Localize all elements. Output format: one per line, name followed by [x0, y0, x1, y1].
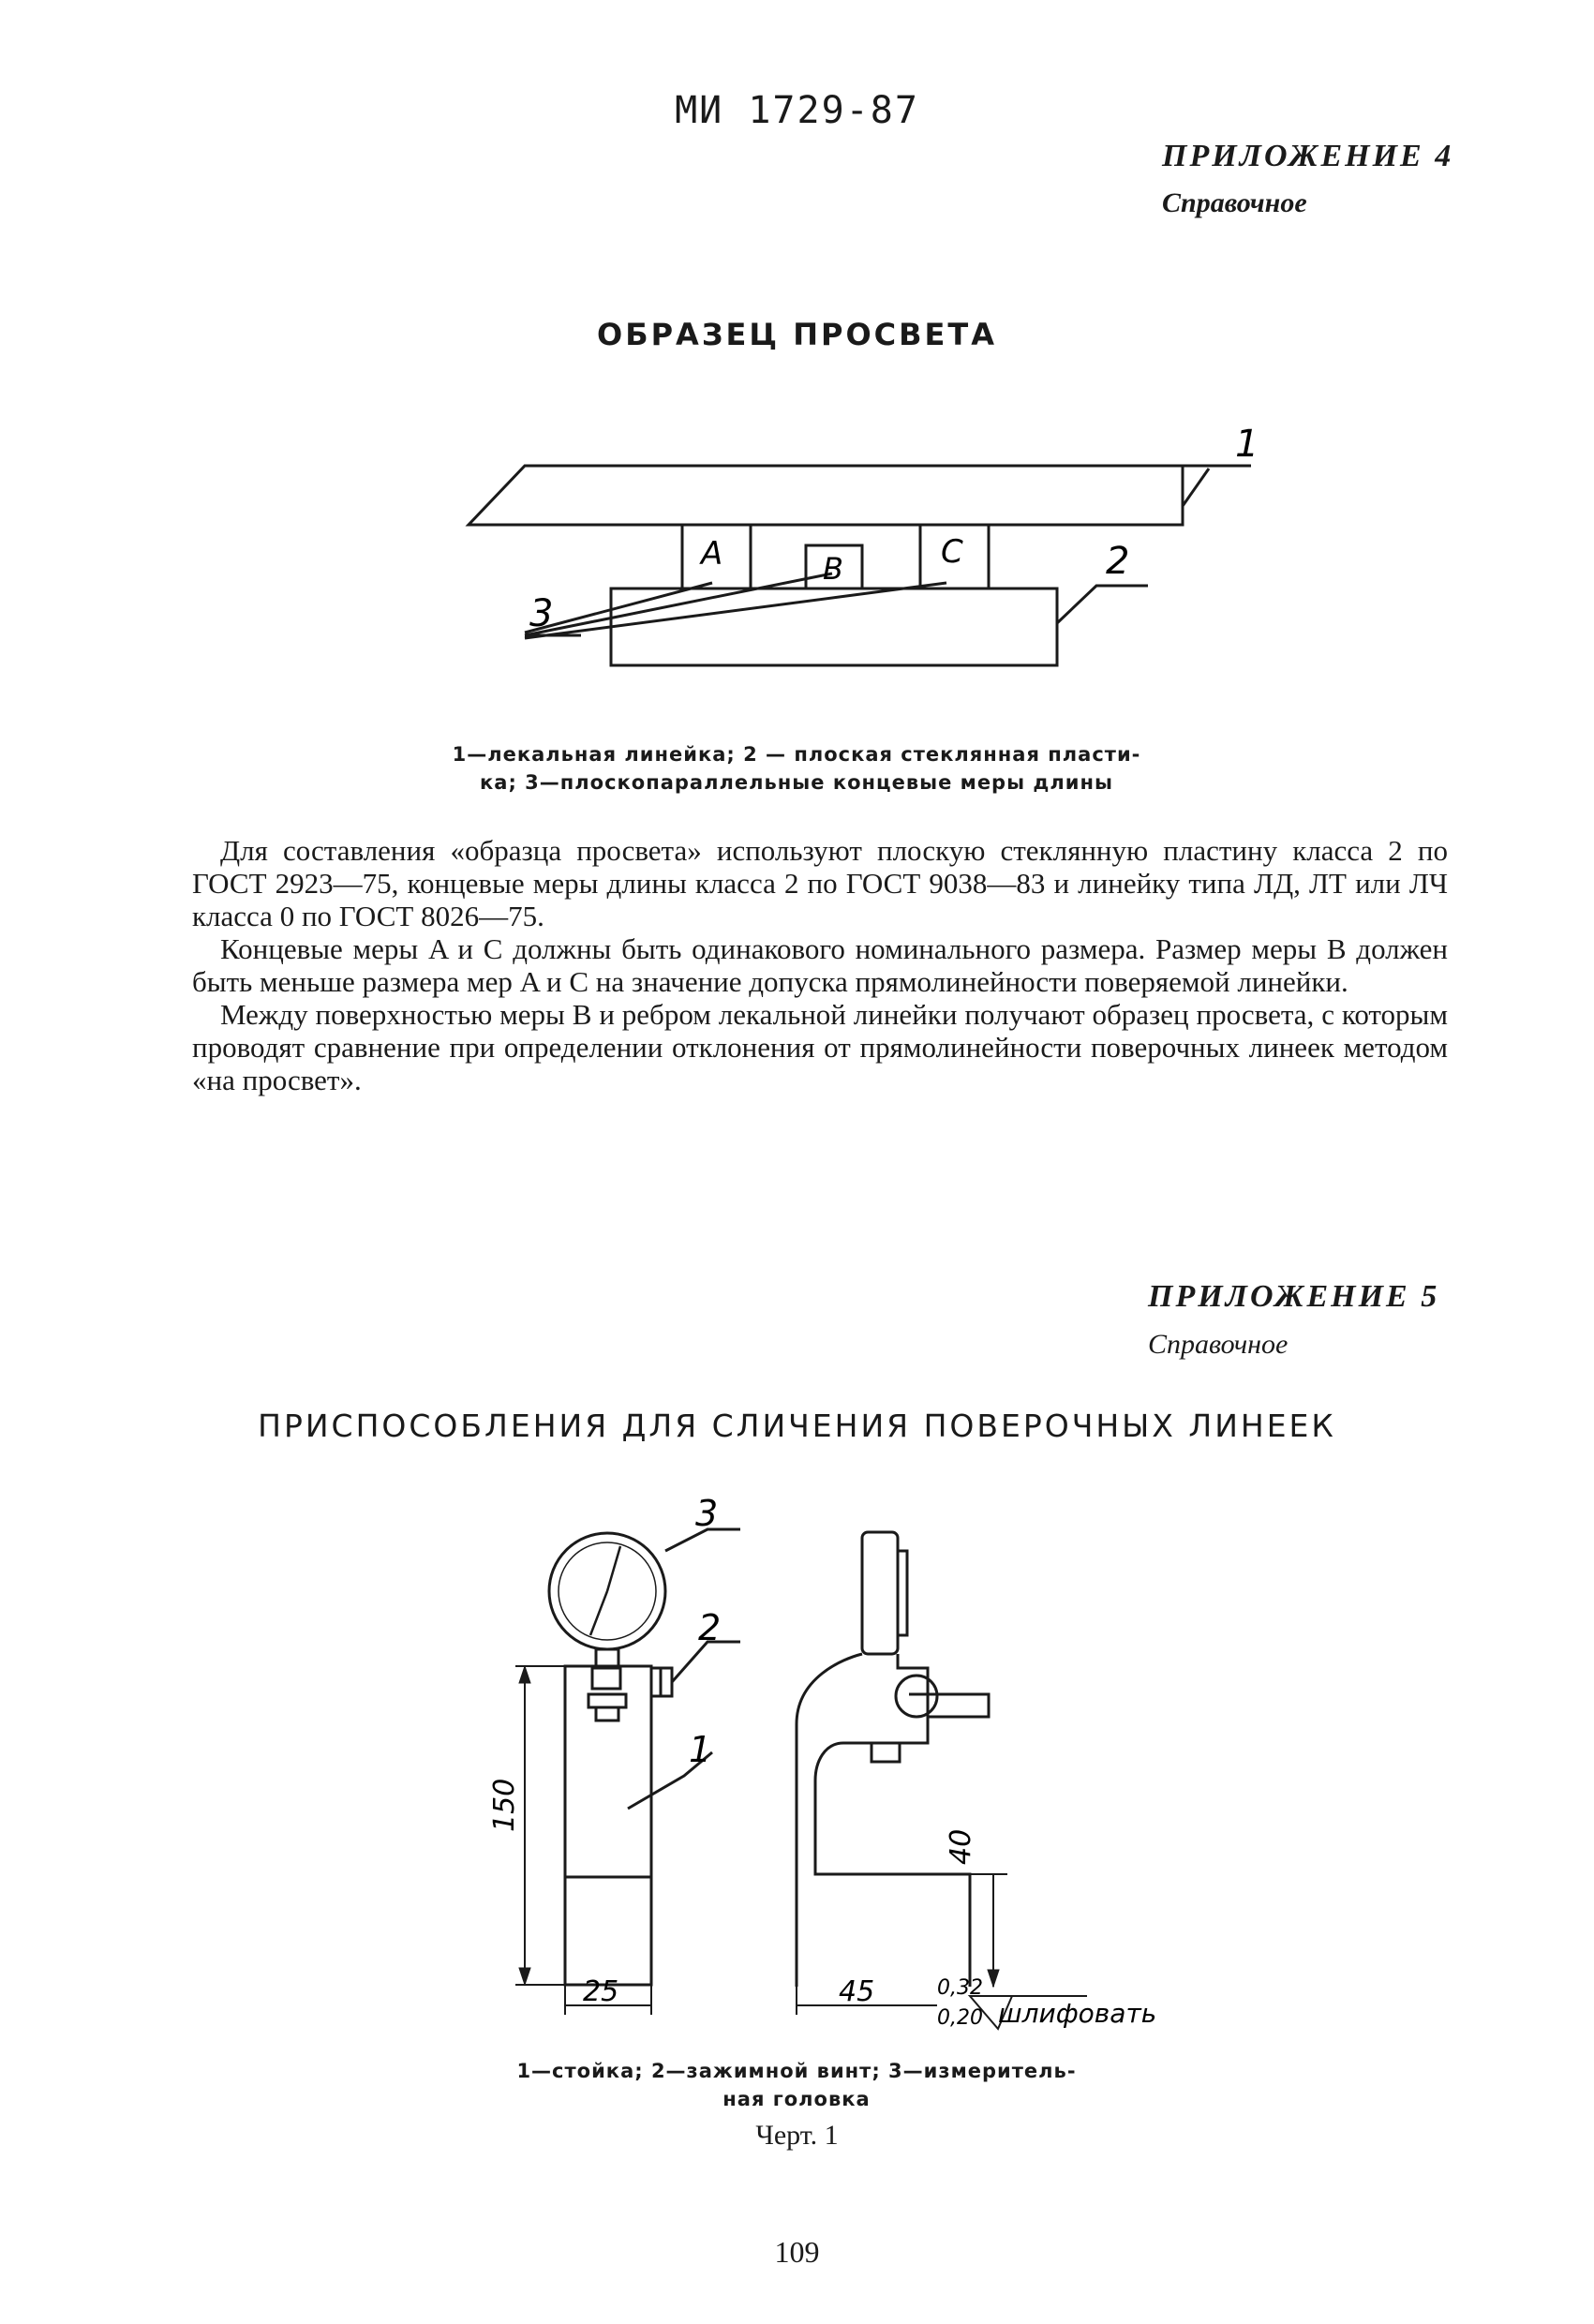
dim-25: 25 [583, 1975, 619, 2008]
dial-needle [590, 1546, 620, 1635]
label-a: A [701, 535, 723, 573]
appendix-5-caption [412, 2057, 1181, 2113]
paragraph: Между поверхностью меры B и ребром лекальной линейки получают образец просвета, с которым проводят сравнение при определении отклонения от прямолинейности поверочных линеек методом «на просвет». [192, 998, 1448, 1096]
page-number: 109 [774, 2235, 820, 2269]
appendix-5-title: ПРИСПОСОБЛЕНИЯ ДЛЯ СЛИЧЕНИЯ ПОВЕРОЧНЫХ ЛИНЕЕК [258, 1408, 1336, 1444]
finish-note: шлифовать [998, 1998, 1157, 2029]
paragraph: Для составления «образца просвета» используют плоскую стеклянную пластину класса 2 по ГОСТ 2923—75, концевые меры длины класса 2 по ГОСТ 9038—83 и линейку типа ЛД, ЛТ или ЛЧ класса 0 по ГОСТ 8026—75. [192, 834, 1448, 932]
label-b: B [823, 551, 843, 587]
caption-line: ка; 3—плоскопараллельные концевые меры длины [480, 771, 1113, 794]
appendix-4-body [192, 834, 1448, 1096]
label-2: 2 [1106, 540, 1130, 583]
label-c: C [941, 533, 963, 571]
dim-150: 150 [488, 1778, 521, 1832]
comparison-device-figure [0, 1481, 1594, 2043]
stand-upper [565, 1666, 651, 1877]
appendix-4-title: ОБРАЗЕЦ ПРОСВЕТА [597, 317, 997, 352]
caption-line: 1—стойка; 2—зажимной винт; 3—измеритель- [516, 2060, 1077, 2082]
clamp-screw-side [896, 1676, 937, 1717]
caption-line: ная головка [723, 2088, 871, 2110]
appendix-4-caption [356, 740, 1237, 797]
caption-line: 1—лекальная линейка; 2 — плоская стеклянная пласти- [452, 743, 1141, 766]
straightedge-shape [469, 466, 1183, 525]
appendix-4-label: ПРИЛОЖЕНИЕ 4 [1162, 139, 1454, 173]
stand-lower [565, 1877, 651, 1985]
label-3: 3 [529, 592, 554, 635]
label-3: 3 [695, 1493, 719, 1534]
paragraph: Концевые меры A и C должны быть одинакового номинального размера. Размер меры B должен быть меньше размера мер A и C на значение допуска прямолинейности поверяемой линейки. [192, 932, 1448, 998]
label-1: 1 [689, 1729, 712, 1770]
label-1: 1 [1235, 423, 1259, 466]
appendix-4-type: Справочное [1162, 187, 1307, 218]
document-number: МИ 1729-87 [675, 89, 919, 132]
label-2: 2 [698, 1607, 722, 1648]
dim-45: 45 [839, 1975, 875, 2008]
roughness-2: 0,20 [937, 2006, 983, 2030]
glass-plate [611, 588, 1057, 665]
figure-number: Черт. 1 [755, 2120, 839, 2151]
appendix-5-label: ПРИЛОЖЕНИЕ 5 [1148, 1279, 1440, 1314]
leader-2 [1057, 586, 1148, 623]
leader-1 [1183, 466, 1251, 506]
leader-3 [525, 574, 946, 638]
dim-40: 40 [945, 1828, 977, 1865]
roughness-1: 0,32 [937, 1976, 983, 2000]
appendix-5-type: Справочное [1148, 1329, 1289, 1360]
light-gap-sample-figure [0, 412, 1594, 693]
indicator-side [862, 1532, 898, 1654]
